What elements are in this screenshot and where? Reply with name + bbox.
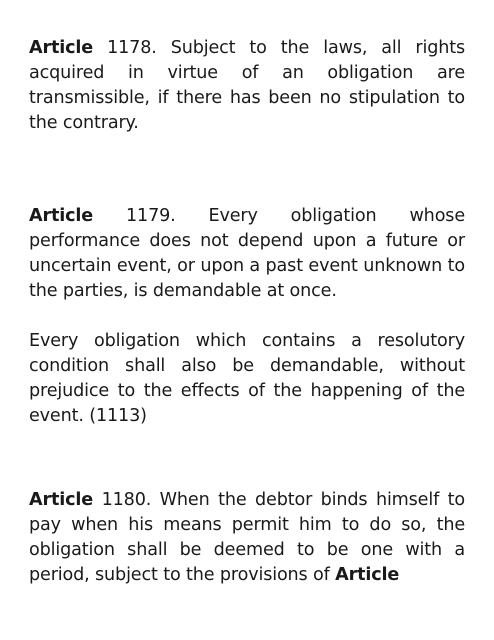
article-1180-paragraph: [29, 488, 465, 588]
article-text: Every obligation which contains a resolutory condition shall also be demandable, without prejudice to the effects of the happening of the event. (1113): [29, 331, 465, 426]
article-heading: Article: [29, 38, 94, 58]
article-1179-paragraph: [29, 204, 465, 304]
article-1179-continuation: [29, 329, 465, 429]
article-text: 1178. Subject to the laws, all rights acquired in virtue of an obligation are transmissible, if there has been no stipulation to the contrary.: [29, 38, 465, 133]
article-1178-paragraph: [29, 36, 465, 136]
article-text: 1180. When the debtor binds himself to pay when his means permit him to do so, the obligation shall be deemed to be one with a period, subject to the provisions of: [29, 490, 465, 585]
article-text: 1179. Every obligation whose performance does not depend upon a future or uncertain event, or upon a past event unknown to the parties, is demandable at once.: [29, 206, 465, 301]
article-heading: Article: [29, 206, 94, 226]
article-reference-bold: Article: [335, 565, 400, 585]
article-heading: Article: [29, 490, 94, 510]
